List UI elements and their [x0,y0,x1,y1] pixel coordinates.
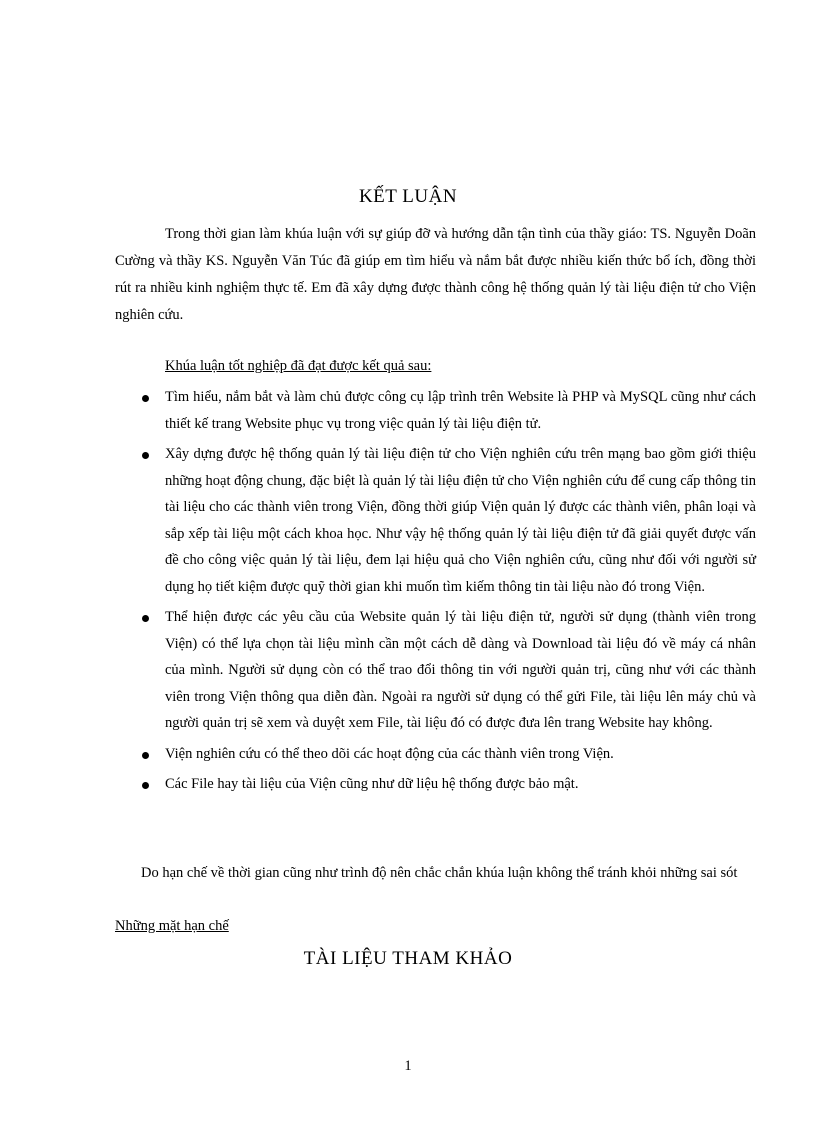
result-text: Viện nghiên cứu có thể theo dõi các hoạt động của các thành viên trong Viện. [165,745,614,762]
bullet-icon [142,782,149,789]
result-text: Các File hay tài liệu của Viện cũng như dữ liệu hệ thống được bảo mật. [165,776,579,792]
list-item [0,441,816,600]
references-title: TÀI LIỆU THAM KHẢO [303,948,513,969]
bullet-icon [142,752,149,759]
bullet-icon [142,395,149,402]
results-heading: Khúa luận tốt nghiệp đã đạt được kết quả sau: [165,358,432,374]
conclusion-title: KẾT LUẬN [358,186,458,207]
limitation-paragraph: Do hạn chế về thời gian cũng như trình độ nên chắc chắn khúa luận không thể tránh khỏi những sai sót [141,865,738,881]
result-text: Tìm hiểu, nắm bắt và làm chủ được công cụ lập trình trên Website là PHP và MySQL cũng như cách thiết kế trang Website phục vụ trong việc quản lý tài liệu điện tử. [165,389,756,432]
result-text: Xây dựng được hệ thống quản lý tài liệu điện tử cho Viện nghiên cứu trên mạng bao gồm giới thiệu những hoạt động chung, đặc biệt là quản lý tài liệu điện tử cho Viện nghiên cứu để cung cấp thông tin tài liệu cho các thành viên trong Viện, đồng thời giúp Viện quản lý được các thành viên, phân loại và sắp xếp tài liệu một cách khoa học. Như vậy hệ thống quản lý tài liệu điện tử đã giải quyết được vấn đề cho công việc quản lý tài liệu, đem lại hiệu quả cho Viện nghiên cứu, cũng như đối với người sử dụng họ tiết kiệm được quỹ thời gian khi muốn tìm kiếm thông tin tài liệu nào đó trong Viện. [165,446,756,595]
list-item [0,771,816,798]
results-list [0,384,816,802]
intro-paragraph: Trong thời gian làm khúa luận với sự giúp đỡ và hướng dẫn tận tình của thầy giáo: TS. Nguyễn Doãn Cường và thầy KS. Nguyễn Văn Túc đã giúp em tìm hiểu và nắm bắt được nhiều kiến thức bổ ích, đồng thời rút ra nhiều kinh nghiệm thực tế. Em đã xây dựng được thành công hệ thống quản lý tài liệu điện tử cho Viện nghiên cứu. [115,226,756,323]
bullet-icon [142,615,149,622]
result-text: Thể hiện được các yêu cầu của Website quản lý tài liệu điện tử, người sử dụng (thành viên trong Viện) có thể lựa chọn tài liệu mình cần một cách dễ dàng và Download tài liệu đó về máy cá nhân của mình. Người sử dụng còn có thể trao đổi thông tin với người quản trị, cũng như với các thành viên trong Viện thông qua diễn đàn. Ngoài ra người sử dụng có thể gửi File, tài liệu lên máy chủ và người quản trị sẽ xem và duyệt xem File, tài liệu đó có được đưa lên trang Website hay không. [165,609,756,731]
limitations-heading: Những mặt hạn chế [115,918,229,934]
page-number: 1 [404,1058,412,1074]
list-item [0,741,816,768]
list-item [0,384,816,437]
list-item [0,604,816,737]
bullet-icon [142,452,149,459]
